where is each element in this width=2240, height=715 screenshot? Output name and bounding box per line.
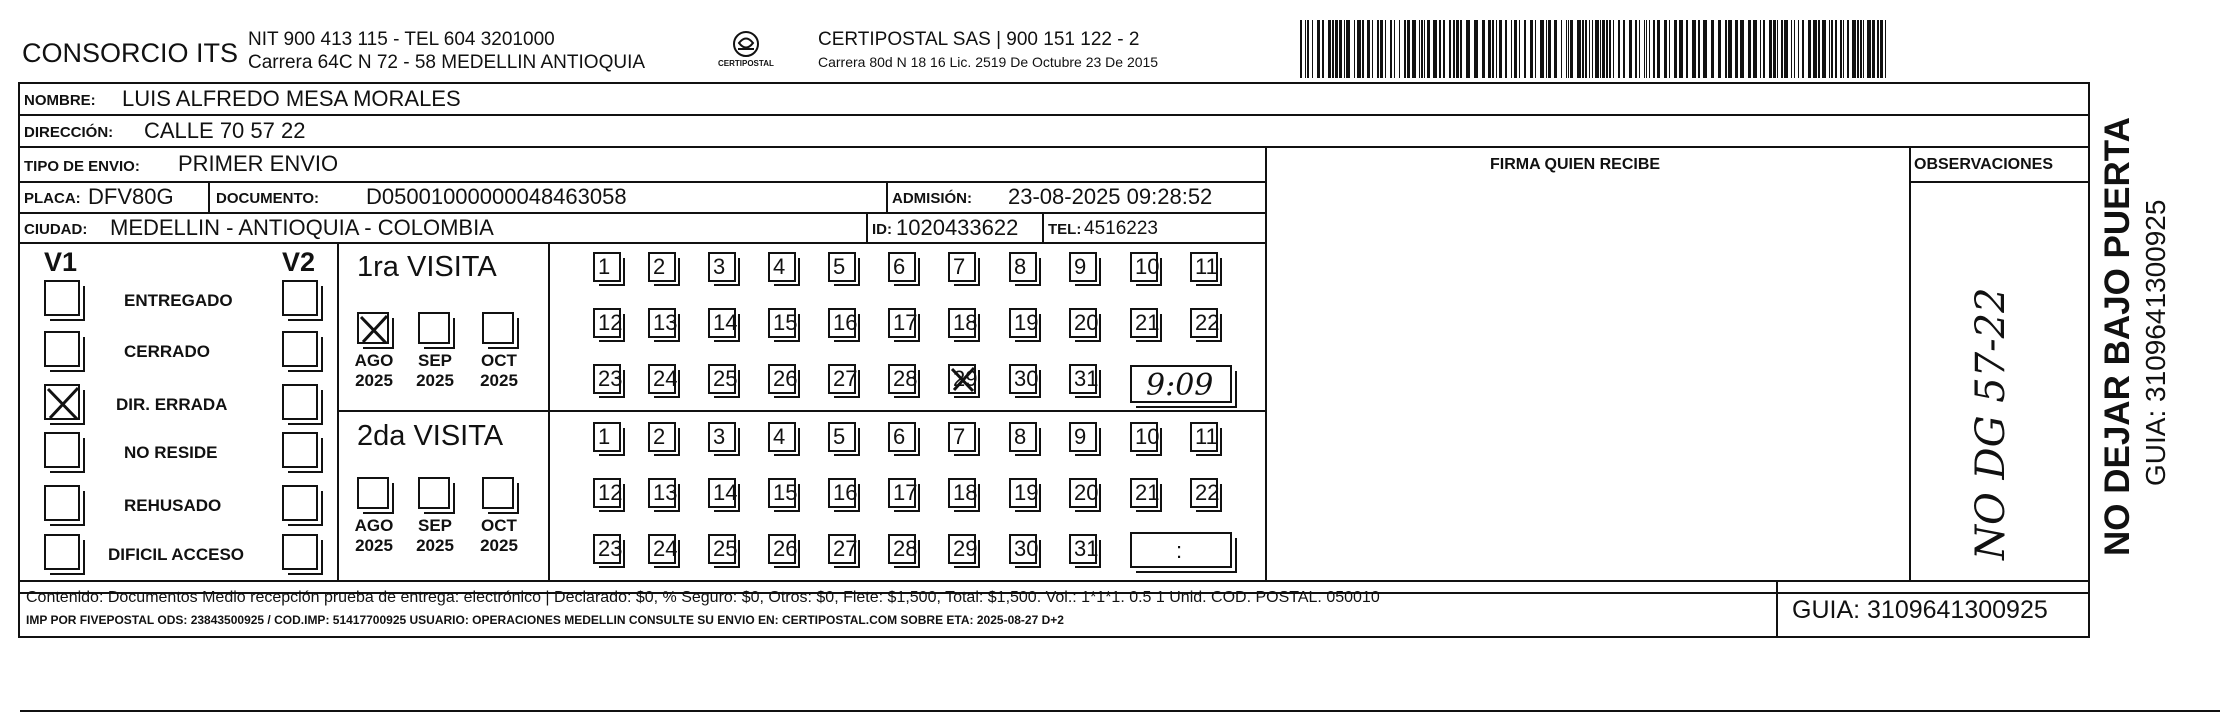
barcode [1300,20,1890,78]
v1-checkbox-1[interactable] [44,280,80,316]
day-number: 1 [598,254,611,279]
day-number: 21 [1135,310,1160,335]
first-visit-day-31[interactable] [1069,364,1097,394]
second-visit-day-28[interactable] [888,534,916,564]
day-number: 9 [1074,254,1087,279]
first-visit-month-label: SEP [417,351,453,370]
first-visit-day-20[interactable] [1069,308,1097,338]
day-number: 30 [1014,366,1039,391]
day-number: 19 [1014,480,1039,505]
first-visit-month-label: AGO [354,351,394,370]
day-number: 29 [953,366,978,391]
day-number: 24 [653,366,678,391]
logo-caption: CERTIPOSTAL [718,59,774,68]
second-visit-year-label: 2025 [480,536,518,555]
fold-line [20,710,2220,712]
day-number: 6 [893,254,906,279]
second-visit-day-18[interactable] [948,478,976,508]
second-visit-month-label: AGO [354,516,394,535]
v2-checkbox-3[interactable] [282,384,318,420]
second-visit-day-4[interactable] [768,422,796,452]
second-visit-day-1[interactable] [593,422,621,452]
day-number: 13 [653,480,678,505]
day-number: 2 [653,254,666,279]
day-number: 26 [773,536,798,561]
v1-checkbox-3[interactable] [44,384,80,420]
status-label-1: ENTREGADO [124,291,233,310]
first-visit-day-18[interactable] [948,308,976,338]
first-visit-day-29[interactable] [948,364,976,394]
day-number: 31 [1074,536,1099,561]
first-visit-day-30[interactable] [1009,364,1037,394]
first-visit-day-17[interactable] [888,308,916,338]
print-details: IMP POR FIVEPOSTAL ODS: 23843500925 / COD.IMP: 51417700925 USUARIO: OPERACIONES MEDELLIN CONSULTE SU ENVIO EN: CERTIPOSTAL.COM SOBRE ETA: 2025-08-27 D+2 [26,613,1064,627]
company-nit: NIT 900 413 115 - TEL 604 3201000 [248,29,555,50]
day-number: 20 [1074,480,1099,505]
day-number: 28 [893,536,918,561]
v2-header: V2 [282,247,316,277]
second-visit-day-3[interactable] [708,422,736,452]
day-number: 16 [833,310,858,335]
recipient-tel: 4516223 [1084,218,1158,239]
day-number: 15 [773,310,798,335]
day-number: 5 [833,424,846,449]
second-visit-day-30[interactable] [1009,534,1037,564]
day-number: 12 [598,310,623,335]
certipostal-logo [716,28,776,74]
second-visit-year-label: 2025 [416,536,454,555]
company-name: CONSORCIO ITS [22,38,239,68]
day-number: 29 [953,536,978,561]
day-number: 18 [953,480,978,505]
second-visit-day-21[interactable] [1130,478,1158,508]
first-visit-day-9[interactable] [1069,252,1097,282]
day-number: 19 [1014,310,1039,335]
day-number: 7 [953,424,966,449]
first-visit-day-22[interactable] [1190,308,1218,338]
day-number: 9 [1074,424,1087,449]
first-visit-day-10[interactable] [1130,252,1158,282]
first-visit-year-label: 2025 [416,371,454,390]
status-label-3: DIR. ERRADA [116,395,228,414]
handwritten-x-mark [44,384,82,422]
first-visit-day-14[interactable] [708,308,736,338]
second-visit-day-2[interactable] [648,422,676,452]
footer-guide-number: GUIA: 3109641300925 [1792,596,2048,624]
v2-checkbox-6[interactable] [282,534,318,570]
send-type-label: TIPO DE ENVIO: [24,158,140,175]
day-number: 10 [1135,424,1160,449]
no-dejar-bajo-puerta: NO DEJAR BAJO PUERTA [2098,117,2137,556]
side-guide-number: GUIA: 3109641300925 [2140,199,2171,486]
first-visit-day-5[interactable] [828,252,856,282]
first-visit-day-12[interactable] [593,308,621,338]
first-visit-month-box-1[interactable] [357,312,389,344]
day-number: 4 [773,254,786,279]
company-address: Carrera 64C N 72 - 58 MEDELLIN ANTIOQUIA [248,52,646,73]
first-visit-day-2[interactable] [648,252,676,282]
first-visit-day-4[interactable] [768,252,796,282]
first-visit-day-24[interactable] [648,364,676,394]
day-number: 17 [893,310,918,335]
second-visit-day-19[interactable] [1009,478,1037,508]
v1-checkbox-4[interactable] [44,432,80,468]
second-visit-day-20[interactable] [1069,478,1097,508]
content-details: Contenido: Documentos Medio recepción prueba de entrega: electrónico | Declarado: $0, % Seguro: $0, Otros: $0, Flete: $1,500, Total: $1,500. Vol.: 1*1*1. 0.5 1 Unid. COD. POSTAL. 050010 [26,589,1380,606]
v1-header: V1 [44,247,78,277]
second-visit-day-25[interactable] [708,534,736,564]
observations-column-header: OBSERVACIONES [1914,156,2053,173]
day-number: 4 [773,424,786,449]
day-number: 14 [713,310,738,335]
day-number: 11 [1195,424,1218,449]
recipient-id: 1020433622 [896,215,1019,240]
v1-checkbox-2[interactable] [44,331,80,367]
first-visit-day-23[interactable] [593,364,621,394]
day-number: 11 [1195,254,1218,279]
handwritten-x-mark [357,312,391,346]
second-visit-day-16[interactable] [828,478,856,508]
day-number: 5 [833,254,846,279]
day-number: 21 [1135,480,1160,505]
second-visit-day-13[interactable] [648,478,676,508]
v1-checkbox-5[interactable] [44,485,80,521]
first-visit-day-3[interactable] [708,252,736,282]
courier-name: CERTIPOSTAL SAS | 900 151 122 - 2 [818,29,1140,50]
first-visit-day-25[interactable] [708,364,736,394]
first-visit-day-6[interactable] [888,252,916,282]
day-number: 3 [713,424,726,449]
day-number: 28 [893,366,918,391]
first-visit-month-label: OCT [481,351,517,370]
day-number: 20 [1074,310,1099,335]
second-visit-day-29[interactable] [948,534,976,564]
day-number: 23 [598,366,623,391]
status-label-5: REHUSADO [124,496,222,515]
city: MEDELLIN - ANTIOQUIA - COLOMBIA [110,215,494,240]
document-number: D05001000000048463058 [366,184,627,209]
first-visit-day-15[interactable] [768,308,796,338]
day-number: 26 [773,366,798,391]
day-number: 30 [1014,536,1039,561]
second-visit-day-6[interactable] [888,422,916,452]
admission-datetime: 23-08-2025 09:28:52 [1008,184,1213,209]
second-visit-day-23[interactable] [593,534,621,564]
status-label-6: DIFICIL ACCESO [108,545,245,564]
second-visit-time-box[interactable] [1130,532,1232,568]
second-visit-day-11[interactable] [1190,422,1218,452]
day-number: 8 [1014,424,1027,449]
second-visit-day-27[interactable] [828,534,856,564]
plate-label: PLACA: [24,190,81,207]
second-visit-day-17[interactable] [888,478,916,508]
first-visit-title: 1ra VISITA [357,251,497,283]
day-number: 22 [1195,310,1220,335]
second-visit-day-8[interactable] [1009,422,1037,452]
second-visit-day-15[interactable] [768,478,796,508]
first-visit-day-7[interactable] [948,252,976,282]
id-label: ID: [872,221,892,238]
first-visit-day-28[interactable] [888,364,916,394]
day-number: 6 [893,424,906,449]
recipient-name: LUIS ALFREDO MESA MORALES [122,86,461,111]
second-visit-day-26[interactable] [768,534,796,564]
day-number: 1 [598,424,611,449]
first-visit-day-13[interactable] [648,308,676,338]
second-visit-month-box-2[interactable] [418,477,450,509]
first-visit-day-16[interactable] [828,308,856,338]
second-visit-time: : [1176,538,1183,563]
first-visit-day-26[interactable] [768,364,796,394]
tel-label: TEL: [1048,221,1082,238]
first-visit-day-8[interactable] [1009,252,1037,282]
second-visit-day-12[interactable] [593,478,621,508]
day-number: 27 [833,536,858,561]
v2-checkbox-1[interactable] [282,280,318,316]
day-number: 31 [1074,366,1099,391]
first-visit-year-label: 2025 [355,371,393,390]
send-type: PRIMER ENVIO [178,151,339,176]
first-visit-month-box-3[interactable] [482,312,514,344]
name-label: NOMBRE: [24,92,96,109]
plate: DFV80G [88,184,174,209]
first-visit-month-box-2[interactable] [418,312,450,344]
status-label-4: NO RESIDE [124,443,218,462]
courier-address: Carrera 80d N 18 16 Lic. 2519 De Octubre 23 De 2015 [818,54,1159,70]
first-visit-time: 9:09 [1146,368,1214,403]
day-number: 25 [713,536,738,561]
recipient-address: CALLE 70 57 22 [144,118,306,143]
first-visit-day-27[interactable] [828,364,856,394]
day-number: 12 [598,480,623,505]
document-label: DOCUMENTO: [216,190,320,207]
second-visit-day-24[interactable] [648,534,676,564]
v1-checkbox-6[interactable] [44,534,80,570]
day-number: 23 [598,536,623,561]
first-visit-day-1[interactable] [593,252,621,282]
handwritten-x-mark [948,364,978,394]
day-number: 14 [713,480,738,505]
day-number: 10 [1135,254,1160,279]
first-visit-day-19[interactable] [1009,308,1037,338]
second-visit-month-box-1[interactable] [357,477,389,509]
day-number: 8 [1014,254,1027,279]
v2-checkbox-5[interactable] [282,485,318,521]
first-visit-year-label: 2025 [480,371,518,390]
day-number: 27 [833,366,858,391]
status-label-2: CERRADO [124,342,210,361]
second-visit-title: 2da VISITA [357,420,504,452]
day-number: 2 [653,424,666,449]
second-visit-day-14[interactable] [708,478,736,508]
first-visit-time-box[interactable] [1130,365,1232,403]
signature-column-header: FIRMA QUIEN RECIBE [1490,156,1661,173]
second-visit-day-10[interactable] [1130,422,1158,452]
second-visit-year-label: 2025 [355,536,393,555]
second-visit-day-9[interactable] [1069,422,1097,452]
first-visit-day-11[interactable] [1190,252,1218,282]
second-visit-month-label: SEP [417,516,453,535]
second-visit-day-5[interactable] [828,422,856,452]
city-label: CIUDAD: [24,221,88,238]
v2-checkbox-4[interactable] [282,432,318,468]
admission-label: ADMISIÓN: [892,190,972,207]
day-number: 22 [1195,480,1220,505]
second-visit-day-31[interactable] [1069,534,1097,564]
address-label: DIRECCIÓN: [24,124,114,141]
day-number: 16 [833,480,858,505]
day-number: 24 [653,536,678,561]
second-visit-month-box-3[interactable] [482,477,514,509]
second-visit-month-label: OCT [481,516,517,535]
day-number: 15 [773,480,798,505]
second-visit-day-22[interactable] [1190,478,1218,508]
second-visit-day-7[interactable] [948,422,976,452]
day-number: 17 [893,480,918,505]
day-number: 13 [653,310,678,335]
day-number: 18 [953,310,978,335]
day-number: 3 [713,254,726,279]
day-number: 7 [953,254,966,279]
v2-checkbox-2[interactable] [282,331,318,367]
observation-handwriting: NO DG 57-22 [1968,287,2014,560]
first-visit-day-21[interactable] [1130,308,1158,338]
day-number: 25 [713,366,738,391]
